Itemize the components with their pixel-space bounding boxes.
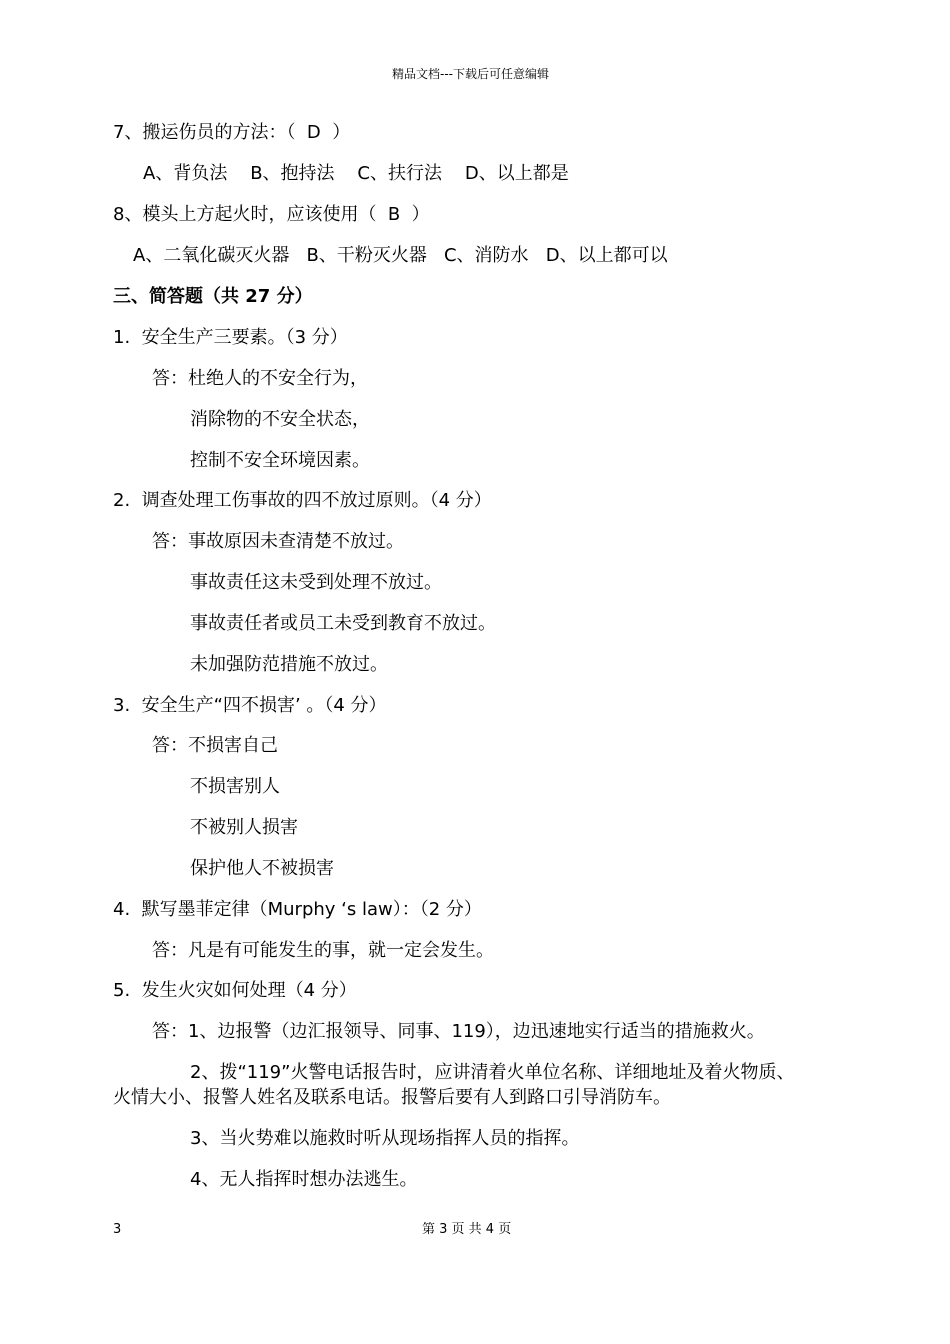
sa-3-answer-line: 保护他人不被损害 [190,858,334,879]
sa-5-answer-line: 3、当火势难以施救时听从现场指挥人员的指挥。 [190,1128,580,1149]
sa-1-answer: 答：杜绝人的不安全行为， [152,368,368,389]
sa-1-answer-line: 消除物的不安全状态， [190,409,370,430]
sa-3-answer-line: 不被别人损害 [190,817,298,838]
question-7-options: A、背负法 B、抱持法 C、扶行法 D、以上都是 [143,163,569,184]
question-8: 8、模头上方起火时，应该使用（ B ） [113,204,430,225]
sa-5-answer-line: 火情大小、报警人姓名及联系电话。报警后要有人到路口引导消防车。 [113,1087,671,1108]
sa-4-answer: 答：凡是有可能发生的事，就一定会发生。 [152,940,494,961]
sa-2-answer-line: 事故责任者或员工未受到教育不放过。 [190,613,496,634]
sa-2-answer-line: 事故责任这未受到处理不放过。 [190,572,442,593]
sa-5-question: 5. 发生火灾如何处理（4 分） [113,980,357,1001]
sa-4-question: 4. 默写墨菲定律（Murphy ‘s law）：（2 分） [113,899,482,920]
question-7: 7、搬运伤员的方法：（ D ） [113,122,351,143]
sa-1-question: 1. 安全生产三要素。（3 分） [113,327,348,348]
sa-3-answer: 答：不损害自己 [152,735,278,756]
sa-2-question: 2. 调查处理工伤事故的四不放过原则。（4 分） [113,490,492,511]
sa-5-answer: 答：1、边报警（边汇报领导、同事、119），边迅速地实行适当的措施救火。 [152,1021,765,1042]
question-8-options: A、二氧化碳灭火器 B、干粉灭火器 C、消防水 D、以上都可以 [133,245,668,266]
section-title: 三、简答题（共 27 分） [113,286,313,307]
sa-1-answer-line: 控制不安全环境因素。 [190,450,370,471]
footer-pagination: 第 3 页 共 4 页 [422,1222,512,1237]
page-header: 精品文档---下载后可任意编辑 [392,67,549,81]
sa-2-answer: 答：事故原因未查清楚不放过。 [152,531,404,552]
sa-3-answer-line: 不损害别人 [190,776,280,797]
footer-page-number: 3 [113,1222,122,1237]
sa-3-question: 3. 安全生产“四不损害’ 。（4 分） [113,695,387,716]
sa-5-answer-line: 4、无人指挥时想办法逃生。 [190,1169,418,1190]
sa-2-answer-line: 未加强防范措施不放过。 [190,654,388,675]
sa-5-answer-line: 2、拨“119”火警电话报告时，应讲清着火单位名称、详细地址及着火物质、 [190,1062,795,1083]
